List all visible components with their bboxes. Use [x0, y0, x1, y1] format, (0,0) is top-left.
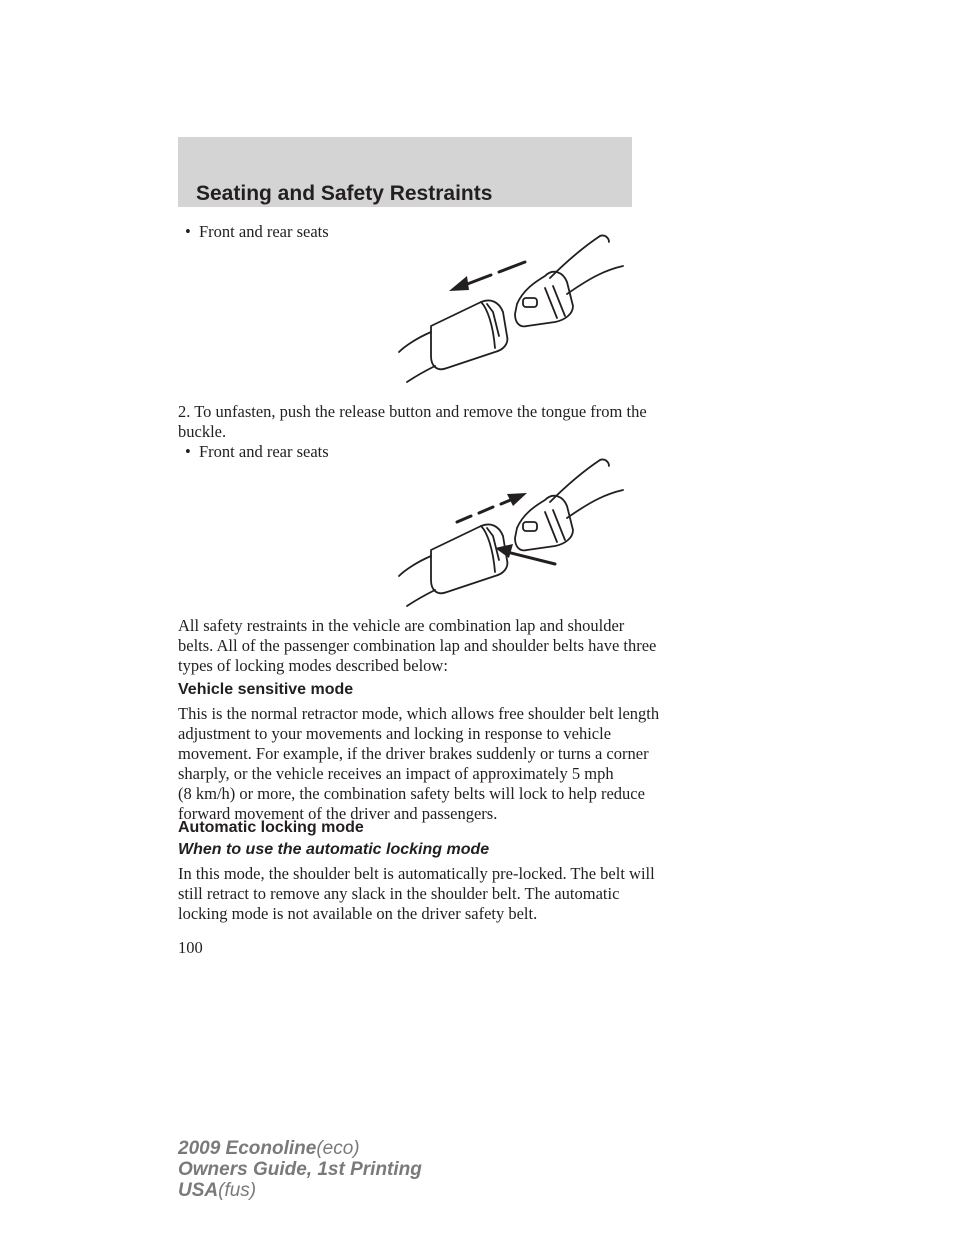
step-2-line-2: buckle.: [178, 422, 227, 441]
heading-vehicle-sensitive-mode: Vehicle sensitive mode: [178, 681, 354, 698]
bullet-text-fasten: Front and rear seats: [199, 222, 329, 241]
vehicle-mode-line-5: (8 km/h) or more, the combination safety belts will lock to help reduce: [178, 784, 645, 803]
print-footer: [178, 1138, 422, 1201]
bullet-text-unfasten: Front and rear seats: [199, 442, 329, 461]
footer-line-2: Owners Guide, 1st Printing: [178, 1159, 422, 1180]
auto-mode-line-3: locking mode is not available on the driver safety belt.: [178, 904, 538, 923]
page-number: 100: [178, 938, 203, 957]
vehicle-mode-line-1: This is the normal retractor mode, which allows free shoulder belt length: [178, 704, 660, 723]
vehicle-mode-line-2: adjustment to your movements and locking in response to vehicle: [178, 724, 612, 743]
buckle-fasten-illustration: [395, 228, 635, 386]
intro-line-1: All safety restraints in the vehicle are combination lap and shoulder: [178, 616, 625, 635]
section-title: Seating and Safety Restraints: [196, 182, 493, 205]
vehicle-mode-line-3: movement. For example, if the driver brakes suddenly or turns a corner: [178, 744, 649, 763]
intro-line-2: belts. All of the passenger combination lap and shoulder belts have three: [178, 636, 657, 655]
bullet-marker: •: [185, 442, 191, 461]
auto-mode-line-2: still retract to remove any slack in the shoulder belt. The automatic: [178, 884, 620, 903]
footer-line-1: 2009 Econoline(eco): [178, 1138, 360, 1159]
vehicle-mode-line-4: sharply, or the vehicle receives an impact of approximately 5 mph: [178, 764, 614, 783]
vehicle-mode-line-6: forward movement of the driver and passengers.: [178, 804, 498, 823]
buckle-unfasten-illustration: [395, 450, 635, 610]
subheading-when-to-use: When to use the automatic locking mode: [178, 841, 490, 858]
auto-mode-line-1: In this mode, the shoulder belt is automatically pre-locked. The belt will: [178, 864, 655, 883]
footer-line-3: USA(fus): [178, 1180, 257, 1201]
bullet-marker: •: [185, 222, 191, 241]
step-2-line-1: 2. To unfasten, push the release button and remove the tongue from the: [178, 402, 647, 421]
section-header-bar: [178, 137, 632, 207]
heading-automatic-locking-mode: Automatic locking mode: [178, 819, 364, 836]
intro-line-3: types of locking modes described below:: [178, 656, 448, 675]
